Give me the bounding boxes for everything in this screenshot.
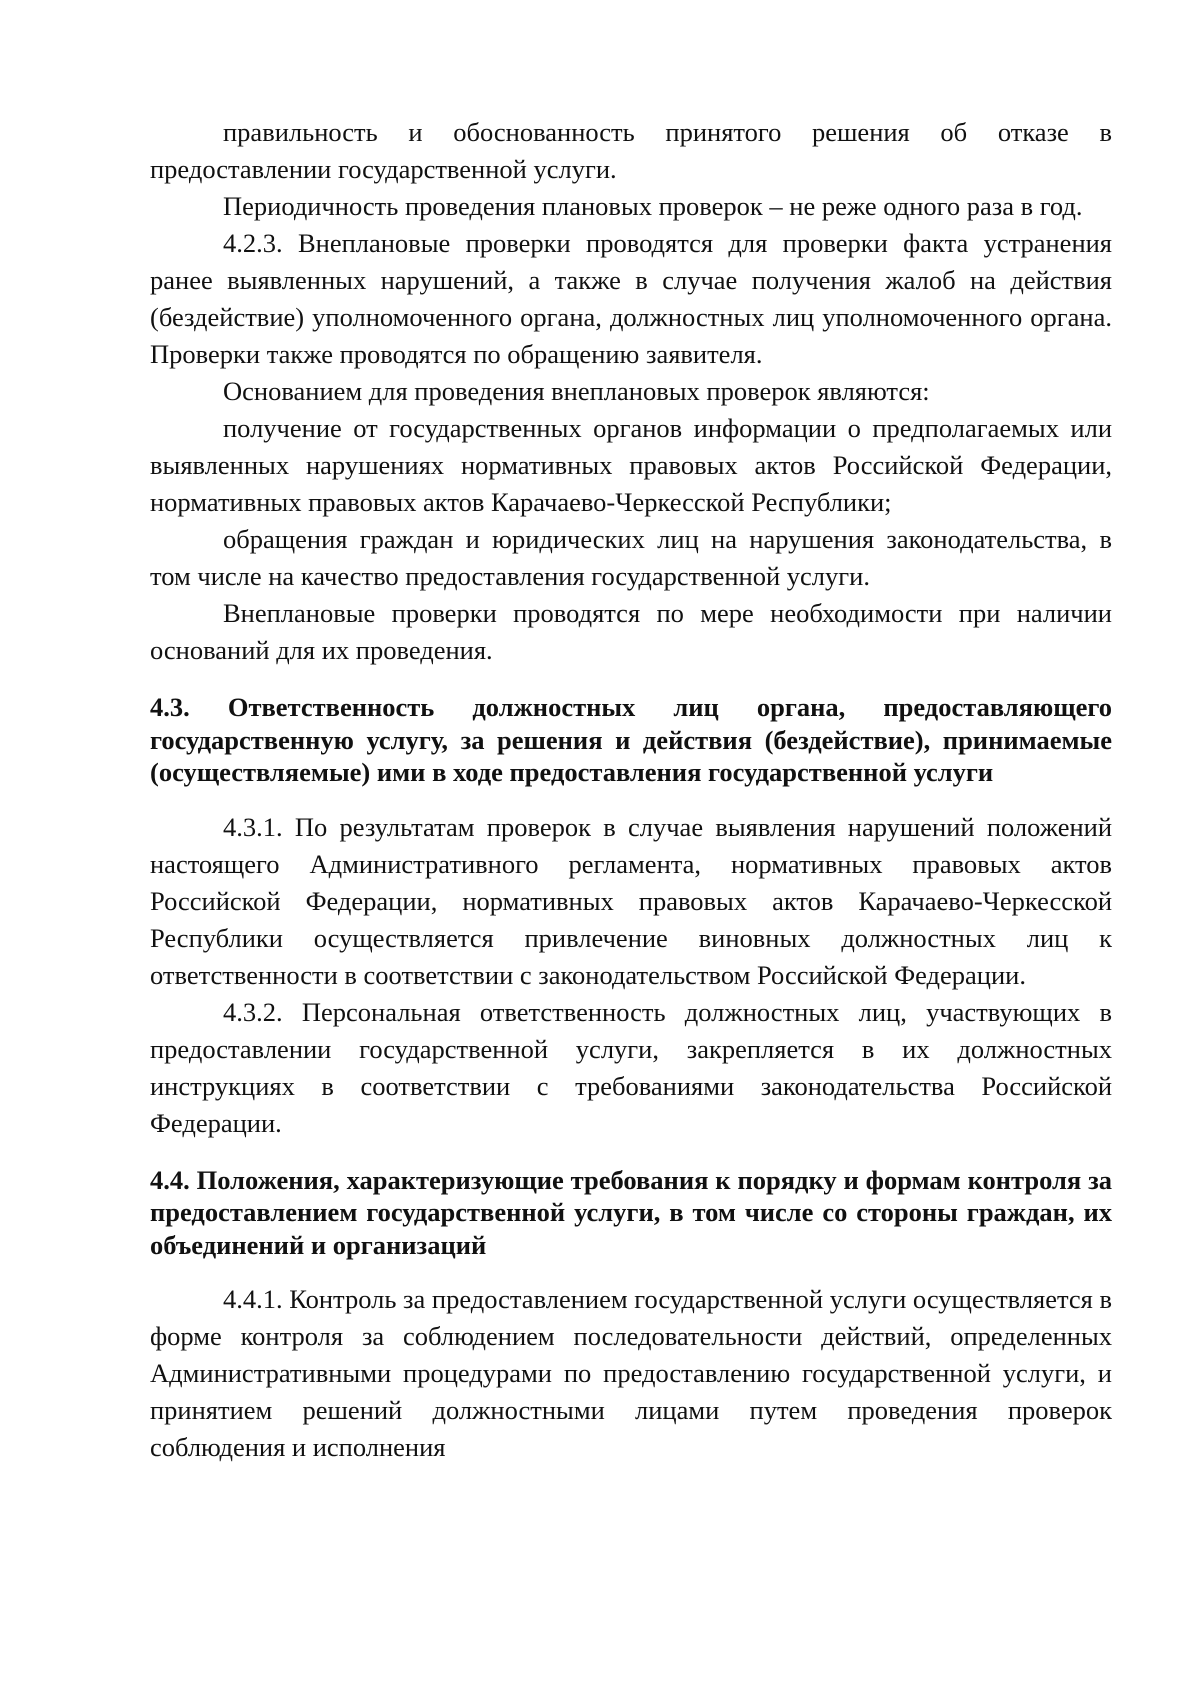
paragraph-grounds-heading: Основанием для проведения внеплановых проверок являются: (223, 376, 930, 406)
section-heading-4-3: 4.3. Ответственность должностных лиц органа, предоставляющего государственную услугу, за решения и действия (бездействие), принимаемые (осуществляемые) ими в ходе предоставления государственной услуги (150, 692, 1112, 787)
paragraph-refusal-correctness: правильность и обоснованность принятого решения об отказе в предоставлении государственной услуги. (150, 117, 1112, 184)
section-heading-4-4: 4.4. Положения, характеризующие требования к порядку и формам контроля за предоставлением государственной услуги, в том числе со стороны граждан, их объединений и организаций (150, 1164, 1112, 1260)
paragraph-unplanned-as-needed: Внеплановые проверки проводятся по мере необходимости при наличии оснований для их проведения. (150, 598, 1112, 665)
paragraph-4-3-1: 4.3.1. По результатам проверок в случае выявления нарушений положений настоящего Административного регламента, нормативных правовых актов Российской Федерации, нормативных правовых актов Карачаево-Черкесской Республики осуществляется привлечение виновных должностных лиц к ответственности в соответствии с законодательством Российской Федерации. (150, 811, 1112, 990)
paragraph-ground-state-bodies: получение от государственных органов информации о предполагаемых или выявленных нарушениях нормативных правовых актов Российской Федерации, нормативных правовых актов Карачаево-Черкесской Республики; (150, 413, 1112, 517)
paragraph-4-3-2: 4.3.2. Персональная ответственность должностных лиц, участвующих в предоставлении государственной услуги, закрепляется в их должностных инструкциях в соответствии с требованиями законодательства Российской Федерации. (150, 996, 1112, 1138)
paragraph-planned-checks-frequency: Периодичность проведения плановых проверок – не реже одного раза в год. (223, 191, 1083, 221)
paragraph-ground-citizen-appeals: обращения граждан и юридических лиц на нарушения законодательства, в том числе на качество предоставления государственной услуги. (150, 524, 1112, 591)
document-page (150, 114, 1112, 1466)
paragraph-4-4-1: 4.4.1. Контроль за предоставлением государственной услуги осуществляется в форме контроля за соблюдением последовательности действий, определенных Административными процедурами по предоставлению государственной услуги, и принятием решений должностными лицами путем проведения проверок соблюдения и исполнения (150, 1284, 1112, 1462)
paragraph-4-2-3-unplanned-checks: 4.2.3. Внеплановые проверки проводятся для проверки факта устранения ранее выявленных нарушений, а также в случае получения жалоб на действия (бездействие) уполномоченного органа, должностных лиц уполномоченного органа. Проверки также проводятся по обращению заявителя. (150, 228, 1112, 369)
